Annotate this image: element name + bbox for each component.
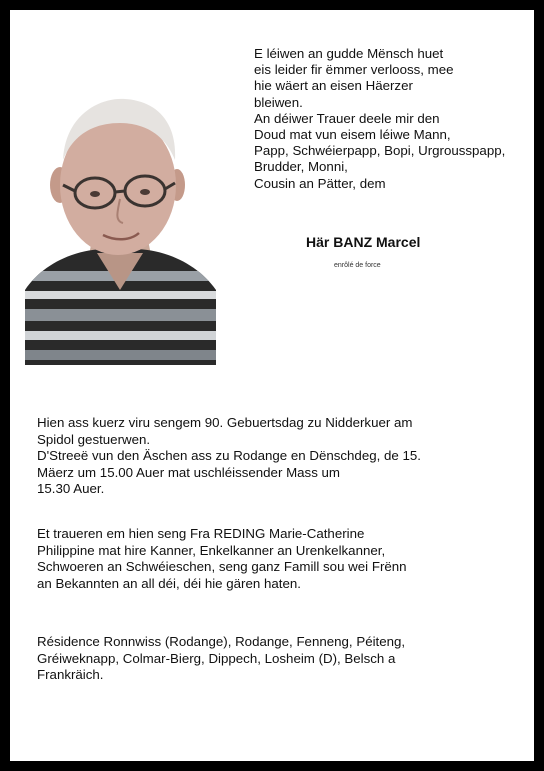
- intro-text: [254, 46, 534, 192]
- mourners-paragraph: [37, 526, 517, 592]
- paragraph-line: Hien ass kuerz viru sengem 90. Gebuertsdag zu Nidderkuer am: [37, 415, 413, 430]
- paragraph-line: 15.30 Auer.: [37, 481, 105, 496]
- paragraph-line: Mäerz um 15.00 Auer mat uschléissender Mass um: [37, 464, 341, 480]
- paragraph-line: an Bekannten an all déi, déi hie gären haten.: [37, 575, 301, 591]
- intro-line: Papp, Schwéierpapp, Bopi, Urgrousspapp,: [254, 143, 506, 159]
- paragraph-line: Gréiweknapp, Colmar-Bierg, Dippech, Losheim (D), Belsch a: [37, 650, 396, 666]
- intro-line: bleiwen.: [254, 94, 303, 110]
- deceased-name: Här BANZ Marcel: [306, 234, 421, 250]
- paragraph-line: Philippine mat hire Kanner, Enkelkanner an Urenkelkanner,: [37, 542, 386, 558]
- intro-line: E léiwen an gudde Mënsch huet: [254, 46, 444, 61]
- places-paragraph: [37, 634, 517, 684]
- paragraph-line: D'Streeë vun den Äschen ass zu Rodange en Dënschdeg, de 15.: [37, 448, 421, 463]
- intro-line: hie wäert an eisen Häerzer: [254, 78, 413, 94]
- intro-line: An déiwer Trauer deele mir den: [254, 110, 440, 126]
- paragraph-line: Et traueren em hien seng Fra REDING Marie-Catherine: [37, 526, 365, 541]
- death-and-funeral-paragraph: [37, 415, 517, 498]
- obituary-page: [10, 10, 534, 761]
- intro-line: Cousin an Pätter, dem: [254, 175, 386, 191]
- paragraph-line: Résidence Ronnwiss (Rodange), Rodange, Fenneng, Péiteng,: [37, 634, 406, 649]
- paragraph-line: Schwoeren an Schwéieschen, seng ganz Famill sou wei Frënn: [37, 559, 407, 574]
- deceased-note: enrôlé de force: [334, 262, 381, 269]
- intro-line: eis leider fir ëmmer verlooss, mee: [254, 62, 454, 78]
- paragraph-line: Spidol gestuerwen.: [37, 431, 151, 447]
- intro-line: Doud mat vun eisem léiwe Mann,: [254, 127, 451, 143]
- portrait-photo: [25, 75, 216, 365]
- paragraph-line: Frankräich.: [37, 667, 104, 682]
- intro-line: Brudder, Monni,: [254, 159, 348, 175]
